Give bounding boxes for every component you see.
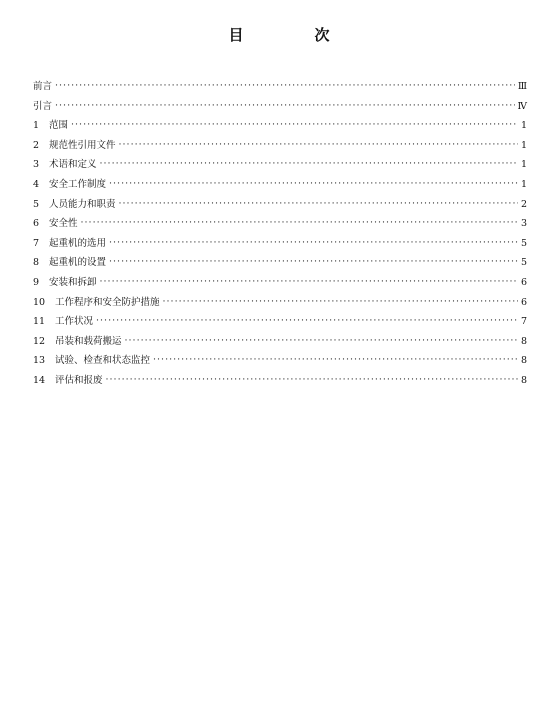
toc-entry-3[interactable]	[33, 155, 527, 175]
toc-entry-number: 2	[33, 139, 40, 151]
toc-entry-number: 1	[33, 120, 40, 132]
toc-entry-13[interactable]	[33, 351, 527, 371]
toc-entry-page: 8	[520, 335, 527, 347]
dot-leader	[109, 174, 518, 194]
toc-entry-number: 5	[33, 198, 40, 210]
toc-entry-label: 起重机的设置	[49, 257, 107, 269]
toc-entry-8[interactable]	[33, 253, 527, 273]
toc-entry-number: 3	[33, 159, 40, 171]
toc-entry-number: 9	[33, 276, 40, 288]
toc-entry-label: 范围	[49, 120, 69, 132]
toc-entry-page: 1	[520, 120, 527, 132]
toc-entry-9[interactable]	[33, 273, 527, 293]
toc-entry-6[interactable]	[33, 214, 527, 234]
dot-leader	[55, 76, 515, 96]
toc-entry-11[interactable]	[33, 312, 527, 332]
toc-entry-page: 6	[520, 296, 527, 308]
toc-entry-1[interactable]	[33, 116, 527, 136]
toc-entry-2[interactable]	[33, 136, 527, 156]
toc-entry-label: 吊装和载荷搬运	[55, 335, 122, 347]
toc-entry-label: 术语和定义	[49, 159, 97, 171]
toc-entry-label: 规范性引用文件	[49, 139, 116, 151]
dot-leader	[119, 194, 518, 214]
toc-entry-label: 安装和拆卸	[49, 276, 97, 288]
toc-entry-14[interactable]	[33, 371, 527, 391]
toc-entry-12[interactable]	[33, 332, 527, 352]
toc-entry-5[interactable]	[33, 195, 527, 215]
toc-entry-label: 评估和报废	[55, 374, 103, 386]
toc-entry-label: 起重机的选用	[49, 237, 107, 249]
toc-entry-label: 人员能力和职责	[49, 198, 116, 210]
toc-entry-page: 8	[520, 374, 527, 386]
dot-leader	[106, 370, 518, 390]
toc-entry-label: 引言	[33, 100, 53, 112]
toc-entry-number: 12	[33, 335, 46, 347]
toc-entry-label: 安全性	[49, 218, 78, 230]
toc-entry-number: 10	[33, 296, 46, 308]
toc-entry-page: Ⅳ	[517, 100, 527, 112]
toc-entry-page: 1	[520, 178, 527, 190]
toc-entry-number: 11	[33, 316, 46, 328]
toc-entry-page: 1	[520, 139, 527, 151]
dot-leader	[100, 272, 518, 292]
toc-entry-page: 3	[520, 218, 527, 230]
toc-entry-page: 7	[520, 316, 527, 328]
toc-entry-number: 8	[33, 257, 40, 269]
dot-leader	[109, 252, 518, 272]
toc-entry-page: Ⅲ	[517, 81, 527, 92]
toc-entry-page: 5	[520, 257, 527, 269]
dot-leader	[119, 135, 518, 155]
toc-entry-number: 13	[33, 355, 46, 367]
toc-entry-introduction[interactable]	[33, 97, 527, 117]
toc-entry-number: 4	[33, 178, 40, 190]
toc-entry-label: 安全工作制度	[49, 178, 107, 190]
dot-leader	[81, 213, 518, 233]
toc-entry-page: 6	[520, 276, 527, 288]
toc-entry-7[interactable]	[33, 234, 527, 254]
dot-leader	[163, 292, 518, 312]
table-of-contents	[33, 77, 527, 391]
toc-entry-page: 1	[520, 159, 527, 171]
toc-entry-page: 8	[520, 355, 527, 367]
toc-entry-label: 前言	[33, 81, 53, 92]
dot-leader	[125, 331, 518, 351]
toc-entry-number: 6	[33, 218, 40, 230]
toc-entry-label: 工作程序和安全防护措施	[55, 296, 160, 308]
toc-entry-number: 14	[33, 374, 46, 386]
toc-entry-foreword[interactable]	[33, 77, 527, 97]
page-title: 目 次	[228, 26, 358, 44]
dot-leader	[109, 233, 518, 253]
toc-entry-page: 2	[520, 198, 527, 210]
toc-entry-page: 5	[520, 237, 527, 249]
toc-entry-label: 试验、检查和状态监控	[55, 355, 151, 367]
dot-leader	[153, 350, 518, 370]
dot-leader	[71, 115, 518, 135]
dot-leader	[96, 311, 518, 331]
toc-entry-4[interactable]	[33, 175, 527, 195]
toc-entry-10[interactable]	[33, 293, 527, 313]
dot-leader	[100, 154, 518, 174]
dot-leader	[55, 96, 514, 116]
toc-entry-number: 7	[33, 237, 40, 249]
toc-entry-label: 工作状况	[55, 316, 94, 328]
